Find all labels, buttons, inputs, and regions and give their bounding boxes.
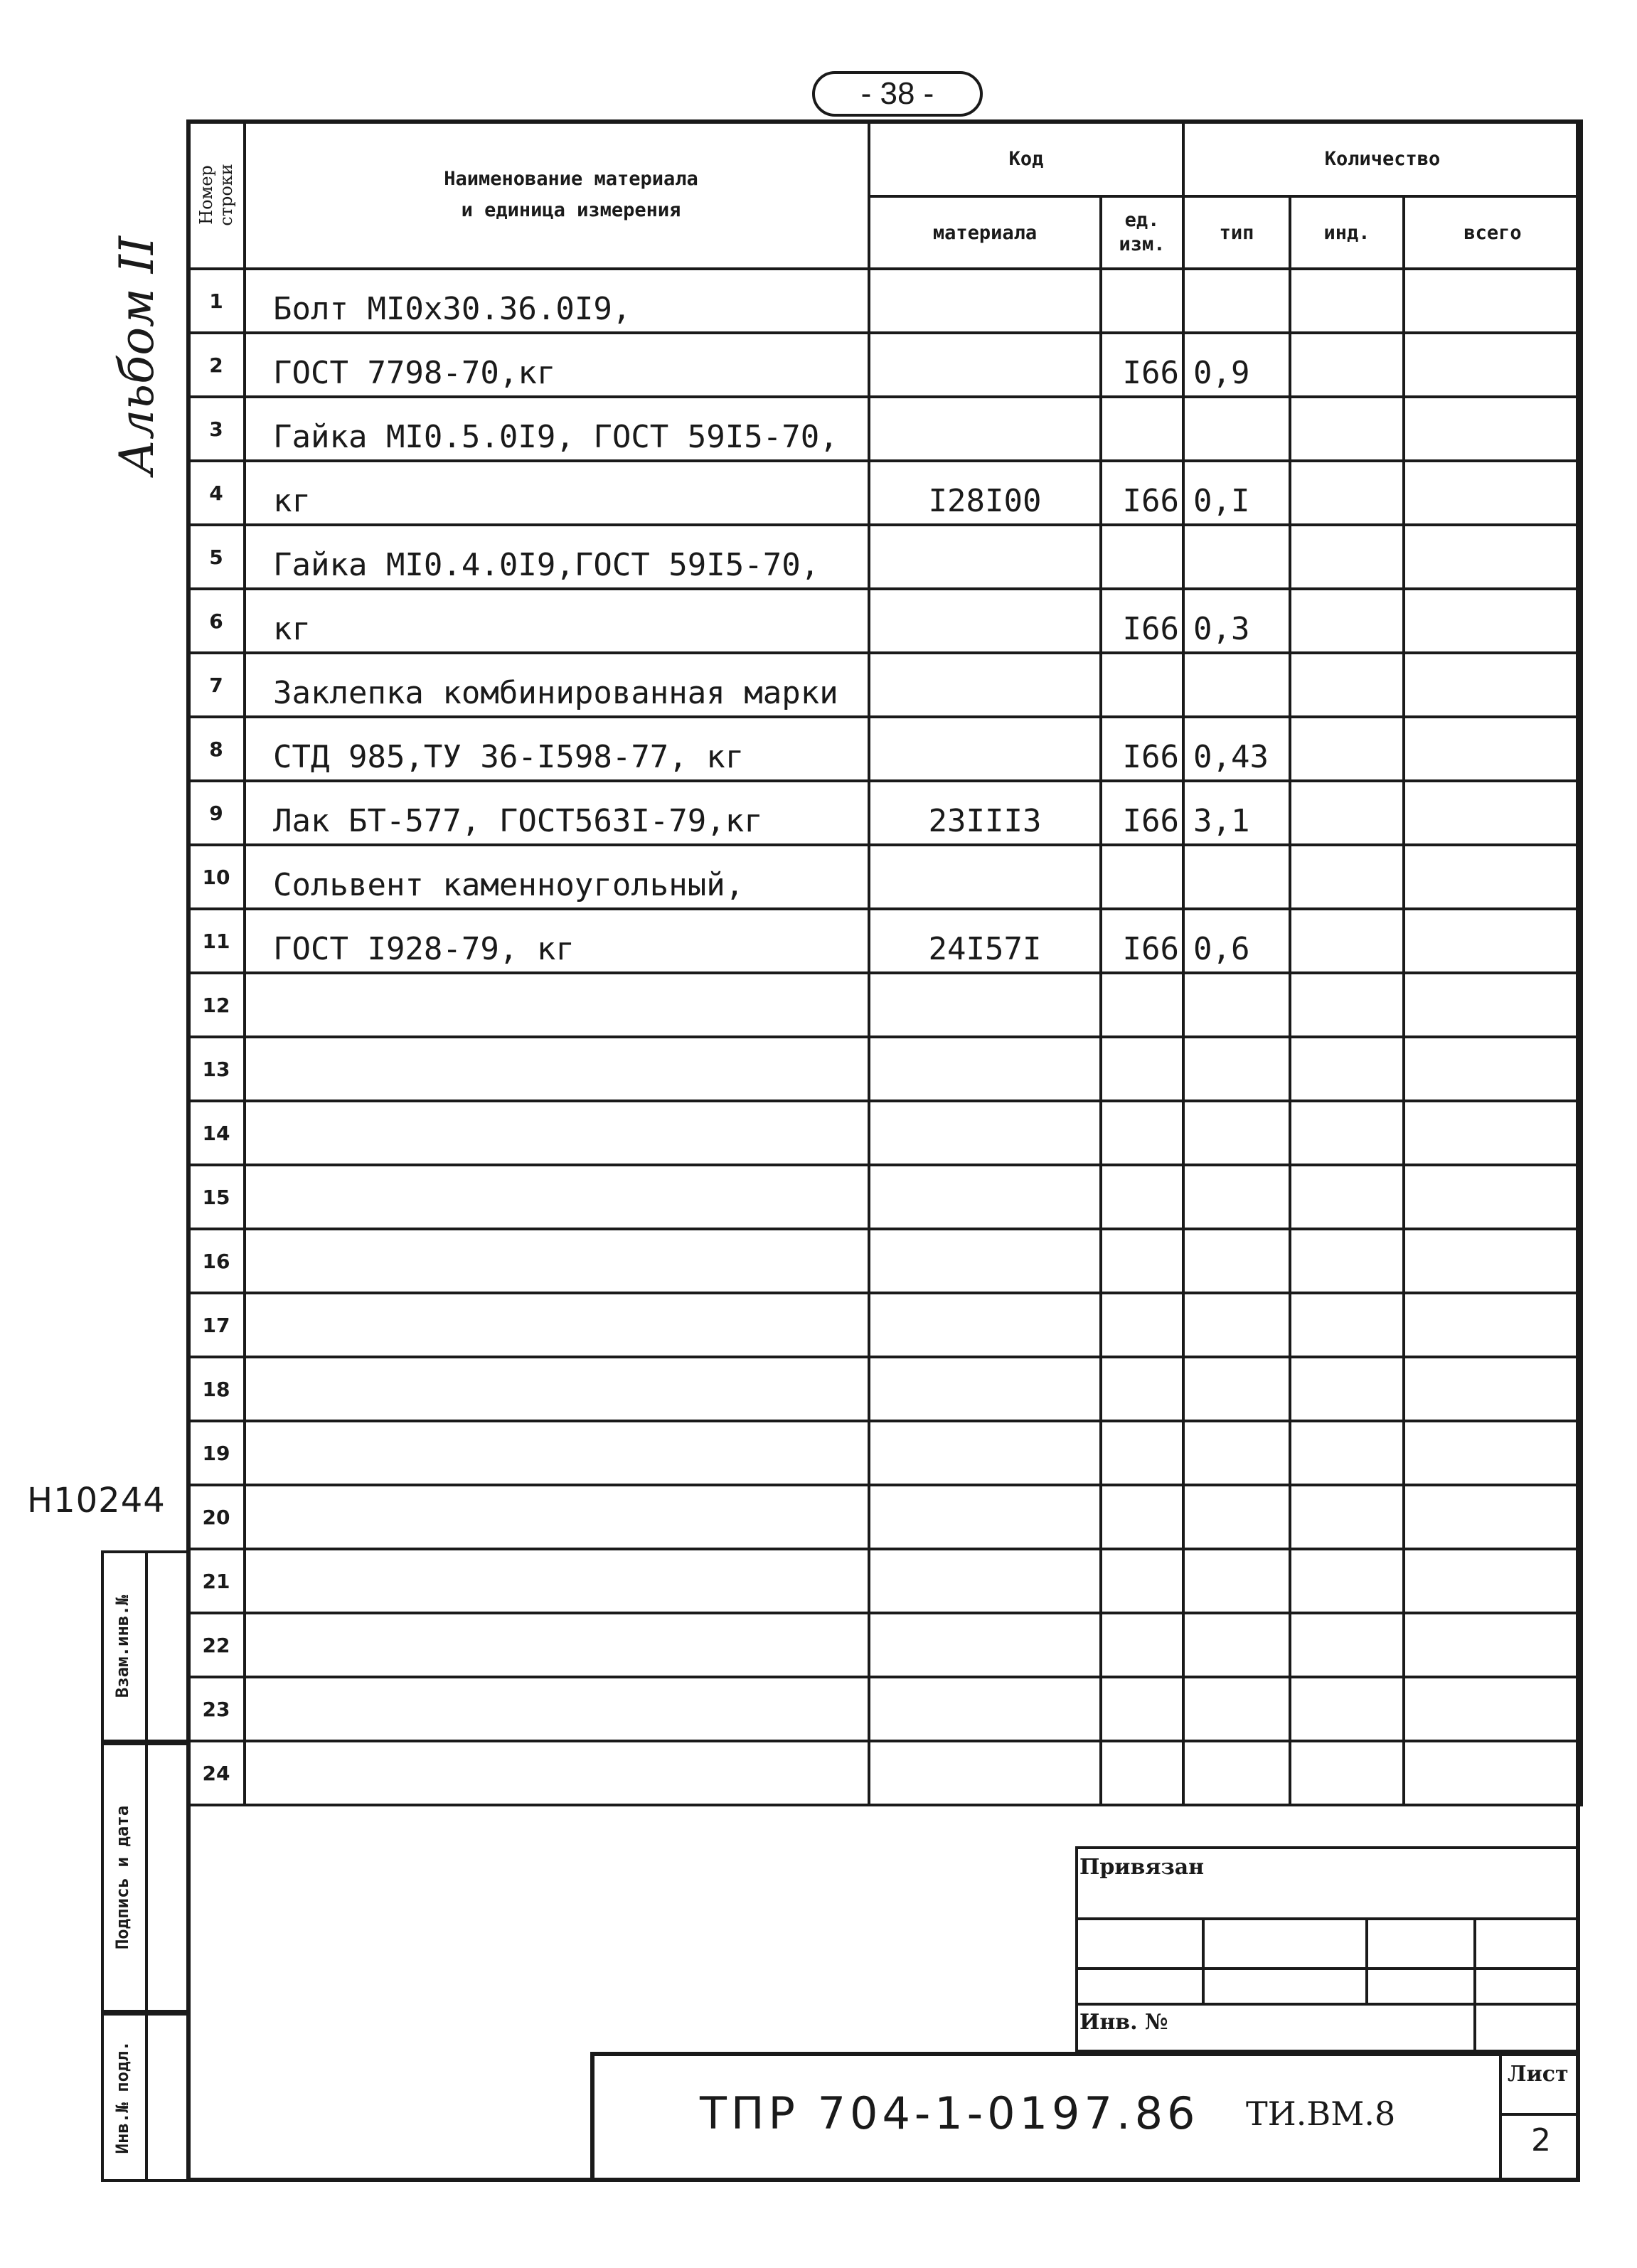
cell-n: 22 [188, 1613, 245, 1677]
cell-n: 16 [188, 1229, 245, 1293]
page-number: - 38 - [812, 71, 983, 117]
cell-name: кг [245, 589, 869, 653]
cell-n: 3 [188, 397, 245, 461]
side-block-swap-inv [101, 1550, 186, 1742]
cell-n: 9 [188, 781, 245, 845]
cell-n: 14 [188, 1101, 245, 1165]
header-code-group: Код [869, 121, 1183, 196]
cell-n: 12 [188, 973, 245, 1037]
cell-n: 19 [188, 1421, 245, 1485]
cell-type: 0,6 [1183, 909, 1290, 973]
cell-n: 6 [188, 589, 245, 653]
cell-n: 5 [188, 525, 245, 589]
archive-number: Н10244 [27, 1481, 166, 1521]
cell-n: 24 [188, 1741, 245, 1805]
header-material-name: Наименование материала и единица измерения [245, 121, 869, 269]
attached-label: Привязан [1079, 1855, 1205, 1880]
cell-n: 10 [188, 845, 245, 909]
document-suffix: ТИ.ВМ.8 [1246, 2094, 1396, 2133]
cell-type: 0,3 [1183, 589, 1290, 653]
cell-unit: I66 [1101, 909, 1183, 973]
cell-unit: I66 [1101, 333, 1183, 397]
cell-n: 11 [188, 909, 245, 973]
header-code-unit: ед. изм. [1101, 196, 1183, 269]
cell-n: 2 [188, 333, 245, 397]
header-qty-ind: инд. [1290, 196, 1404, 269]
cell-unit: I66 [1101, 781, 1183, 845]
cell-name: Сольвент каменноугольный, [245, 845, 869, 909]
cell-n: 23 [188, 1677, 245, 1741]
cell-name: Гайка МI0.4.0I9,ГОСТ 59I5-70, [245, 525, 869, 589]
side-block-sign-date [101, 1742, 186, 2013]
cell-unit: I66 [1101, 461, 1183, 525]
cell-n: 7 [188, 653, 245, 717]
title-block [590, 2052, 1580, 2182]
cell-name: СТД 985,ТУ 36-I598-77, кг [245, 717, 869, 781]
cell-n: 17 [188, 1293, 245, 1357]
cell-type: 3,1 [1183, 781, 1290, 845]
header-qty-total: всего [1404, 196, 1582, 269]
cell-material: 24I57I [869, 909, 1101, 973]
cell-name: Заклепка комбинированная марки [245, 653, 869, 717]
album-handwritten-note: Альбом II [110, 236, 164, 475]
cell-name: Лак БТ-577, ГОСТ563I-79,кг [245, 781, 869, 845]
cell-n: 1 [188, 269, 245, 333]
cell-material: I28I00 [869, 461, 1101, 525]
cell-name: кг [245, 461, 869, 525]
cell-material: 23III3 [869, 781, 1101, 845]
cell-n: 15 [188, 1165, 245, 1229]
cell-n: 20 [188, 1485, 245, 1549]
header-quantity-group: Количество [1183, 121, 1582, 196]
cell-unit: I66 [1101, 717, 1183, 781]
cell-name: Болт МI0х30.36.0I9, [245, 269, 869, 333]
cell-type: 0,9 [1183, 333, 1290, 397]
cell-type: 0,43 [1183, 717, 1290, 781]
side-block-inv-original [101, 2013, 186, 2182]
swap-inv-label: Взам.инв.№ [112, 1594, 132, 1698]
sheet-number: 2 [1502, 2113, 1580, 2166]
cell-n: 4 [188, 461, 245, 525]
header-code-material: материала [869, 196, 1101, 269]
sheet-box [1499, 2056, 1580, 2182]
attachment-stamp [1075, 1846, 1580, 2053]
sheet-label: Лист [1508, 2062, 1569, 2087]
cell-n: 8 [188, 717, 245, 781]
document-code: ТПР 704-1-0197.86 [700, 2087, 1200, 2139]
sign-date-label: Подпись и дата [112, 1805, 132, 1950]
cell-n: 13 [188, 1037, 245, 1101]
header-qty-type: тип [1183, 196, 1290, 269]
cell-name: ГОСТ 7798-70,кг [245, 333, 869, 397]
cell-name: Гайка МI0.5.0I9, ГОСТ 59I5-70, [245, 397, 869, 461]
inv-no-label: Инв. № [1079, 2010, 1168, 2035]
header-row-number: Номер строки [188, 121, 245, 269]
cell-name: ГОСТ I928-79, кг [245, 909, 869, 973]
cell-n: 21 [188, 1549, 245, 1613]
inv-original-label: Инв.№ подл. [112, 2040, 132, 2154]
cell-unit: I66 [1101, 589, 1183, 653]
cell-n: 18 [188, 1357, 245, 1421]
cell-type: 0,I [1183, 461, 1290, 525]
